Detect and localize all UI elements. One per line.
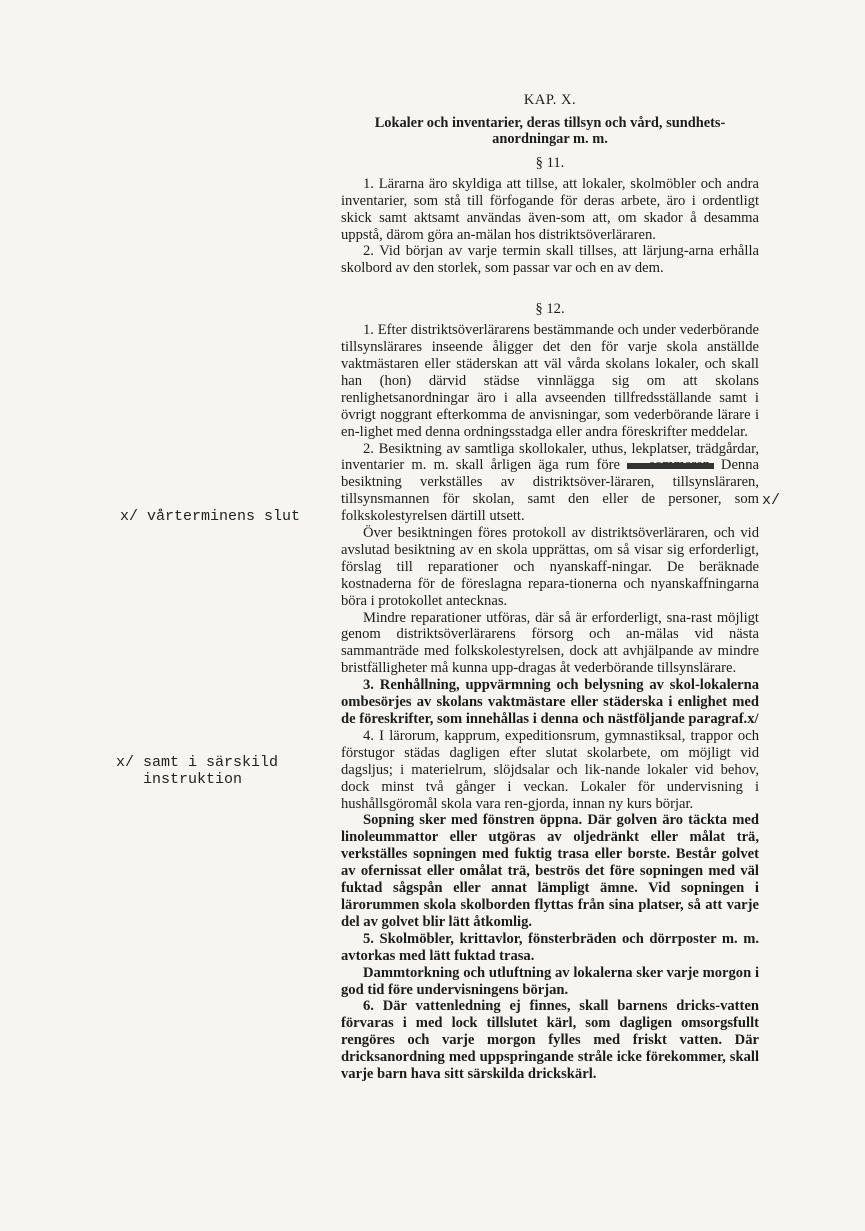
paragraph: Dammtorkning och utluftning av lokalerna sker varje morgon i god tid före undervisningens början. [341, 964, 759, 998]
paragraph: 3. Renhållning, uppvärmning och belysning av skol-lokalerna ombesörjes av skolans vaktmästare eller städerska i enlighet med de föreskrifter, som innehållas i denna och nästföljande paragraf.x/ [341, 677, 759, 727]
paragraph: Mindre reparationer utföras, där så är erforderligt, sna-rast möjligt genom distriktsöverlärarens försorg och an-mälas vid nästa sammanträde med folkskolestyrelsen, dock att avhjälpande av mindre bristfälligheter må kunna upp-dragas åt vederbörande tillsynslärare. [341, 609, 759, 677]
paragraph: 1. Efter distriktsöverlärarens bestämmande och under vederbörande tillsynslärares inseende åligger det den för varje skola anställde vaktmästaren eller städerskan att väl vårda skolans lokaler, och skall han (hon) därvid städse vinnlägga sig om att skolans renlighetsanordningar äro i alla avseenden tillfredsställande samt i övrigt noggrant efterkomma de anvisningar, som vederbörande lärare i en-lighet med denna ordningsstadga eller andra föreskrifter meddelar. [341, 322, 759, 440]
margin-note-2-line2: instruktion [116, 771, 243, 788]
paragraph-text: Denna besiktning verkställes av distriktsöver-läraren, tillsynsläraren, tillsynsmannen för skolan, samt den eller de personer, som folkskolestyrelsen därtill utsett. [341, 457, 759, 525]
paragraph: 1. Lärarna äro skyldiga att tillse, att lokaler, skolmöbler och andra inventarier, som stå till förfogande för deras arbete, äro i ordentligt skick samt aktsamt användas även-som att, om skador å desamma uppstå, därom göra an-mälan hos distriktsöverläraren. [341, 175, 759, 243]
paragraph: 6. Där vattenledning ej finnes, skall barnens dricks-vatten förvaras i med lock tillslutet kärl, som dagligen omsorgsfullt rengöres och varje morgon fylles med friskt vatten. Där dricksanordning med uppspringande stråle icke förekommer, skall varje barn hava sitt särskilda drickskärl. [341, 998, 759, 1083]
struck-word: sommaren. [627, 457, 713, 474]
margin-note-1: x/ vårterminens slut [120, 508, 301, 525]
paragraph-with-strike [341, 441, 759, 526]
paragraph: Sopning sker med fönstren öppna. Där golven äro täckta med linoleummattor eller utgöras av oljedränkt eller målat trä, verkställes sopningen med fuktig trasa eller borste. Består golvet av ofernissat eller omålat trä, beströs det före sopningen med väl fuktad sågspån eller annat lämpligt ämne. Vid sopningen i lärorummen skola skolborden flyttas från sina platser, så att varje del av golvet blir lätt åtkomlig. [341, 812, 759, 930]
paragraph: 5. Skolmöbler, krittavlor, fönsterbräden och dörrposter m. m. avtorkas med lätt fuktad trasa. [341, 930, 759, 964]
chapter-heading: Lokaler och inventarier, deras tillsyn och vård, sundhets-anordningar m. m. [374, 114, 726, 147]
paragraph: 4. I lärorum, kapprum, expeditionsrum, gymnastiksal, trappor och förstugor städas dagligen efter slutat skolarbete, om möjligt vid dagsljus; i materielrum, slöjdsalar och lik-nande lokaler vid behov, dock minst två gånger i veckan. Lokaler för undervisning i hushållsgöromål skola vara ren-gjorda, innan ny kurs börjar. [341, 727, 759, 812]
strikethrough-mark [627, 463, 713, 469]
paragraph-text: 2. Besiktning av samtliga skollokaler, uthus, lekplatser, trädgårdar, inventarier m. m. skall årligen äga rum före [341, 440, 759, 474]
section-number: § 12. [535, 301, 565, 318]
paragraph: 2. Vid början av varje termin skall tillses, att lärjung-arna erhålla skolbord av den storlek, som passar var och en av dem. [341, 243, 759, 277]
margin-insert-mark: x/ [762, 492, 781, 509]
paragraph: Över besiktningen föres protokoll av distriktsöverläraren, och vid avslutad besiktning av en skola upprättas, om så visar sig erforderligt, förslag till reparationer och nyanskaff-ningar. De beräknade kostnaderna för de föreslagna repara-tionerna och nyanskaffningarna böra i protokollet antecknas. [341, 525, 759, 609]
chapter-title: KAP. X. [523, 92, 577, 108]
main-text-column [341, 92, 759, 1083]
inline-insert-mark: x/ [747, 711, 759, 727]
margin-note-2-line1: x/ samt i särskild [116, 754, 279, 771]
section-number: § 11. [535, 154, 565, 171]
